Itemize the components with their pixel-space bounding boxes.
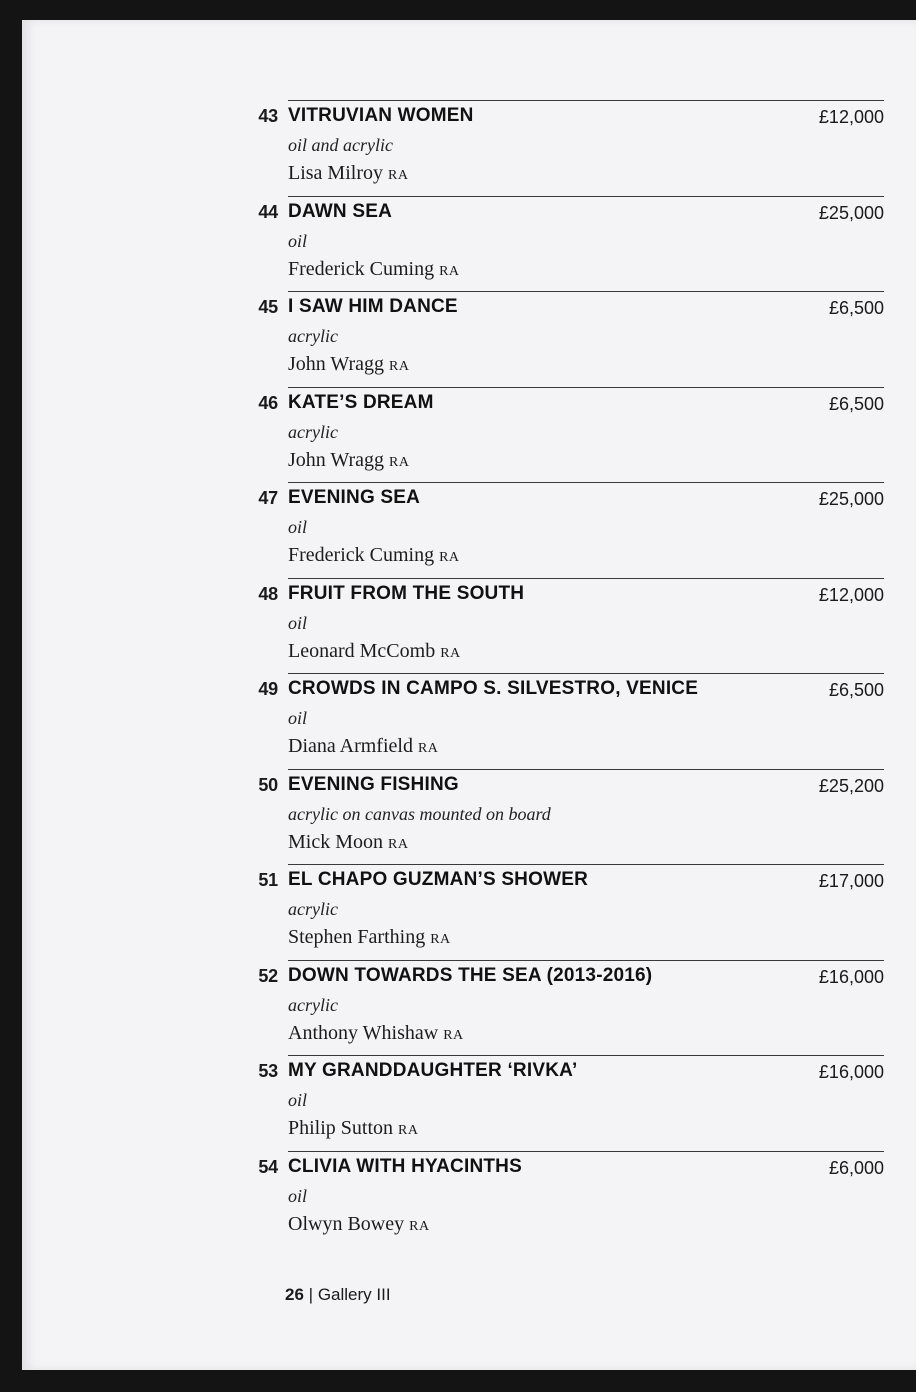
entry-number: 52 [258,965,278,986]
artist-name: Philip Sutton [288,1117,394,1139]
artist-name: Mick Moon [288,830,383,853]
entry-medium: acrylic on canvas mounted on board [288,803,551,824]
entry-medium: oil [288,1185,308,1206]
entry-number: 43 [258,106,278,126]
artist-name: Frederick Cuming [288,544,435,566]
artist-suffix: RA [443,1027,464,1043]
footer-separator: | [308,1285,314,1304]
entry-price: £12,000 [818,584,884,605]
entry-divider [288,196,884,197]
entry-number: 45 [258,297,278,317]
page-footer [285,1285,391,1305]
entry-divider [288,960,884,961]
entry-number: 54 [258,1156,278,1177]
entry-price: £12,000 [818,107,884,127]
entry-price: £16,000 [818,1062,884,1082]
entry-divider [288,673,884,674]
entry-title: EL CHAPO GUZMAN’S SHOWER [288,869,589,890]
catalogue-entry [22,673,916,768]
entry-medium: oil [288,612,308,633]
entry-title: DAWN SEA [288,200,392,222]
catalogue-entry [22,1055,916,1150]
catalogue-entry [22,100,916,195]
entry-price: £17,000 [818,871,884,891]
catalogue-entry [22,387,916,482]
artist-suffix: RA [398,1123,419,1138]
entry-medium: acrylic [288,994,338,1015]
entry-number: 44 [258,201,278,222]
artist-suffix: RA [439,263,460,279]
entry-artist [288,162,408,185]
entry-artist [288,353,410,376]
entry-title: MY GRANDDAUGHTER ‘RIVKA’ [288,1060,578,1081]
entry-artist [288,1117,418,1140]
entry-number: 49 [258,679,278,699]
artist-suffix: RA [388,168,409,183]
entry-artist [288,1213,430,1236]
page-number: 26 [285,1285,304,1304]
artist-name: Lisa Milroy [288,162,383,184]
entry-artist [288,1022,464,1045]
artist-suffix: RA [389,454,410,470]
entry-medium: acrylic [288,899,338,919]
entry-price: £6,000 [828,1157,884,1178]
entry-price: £16,000 [818,966,884,987]
entry-divider [288,864,884,865]
entry-divider [288,100,884,101]
artist-name: Diana Armfield [288,735,413,757]
catalogue-page [22,20,916,1370]
entry-title: I SAW HIM DANCE [288,296,458,317]
entry-title: KATE’S DREAM [288,391,434,413]
entry-number: 46 [258,392,278,413]
artist-name: Stephen Farthing [288,926,426,948]
artist-name: Anthony Whishaw [288,1021,439,1044]
entry-divider [288,291,884,292]
entry-price: £6,500 [828,393,884,414]
entry-artist [288,640,461,663]
catalogue-entry [22,864,916,959]
entry-price: £6,500 [828,298,884,318]
artist-suffix: RA [389,359,410,374]
artist-name: John Wragg [288,448,385,471]
entry-medium: acrylic [288,421,338,442]
entry-artist [288,926,451,949]
entry-medium: oil [288,1090,308,1110]
catalogue-entry [22,960,916,1055]
artist-name: John Wragg [288,353,385,375]
catalogue-entry [22,769,916,864]
entry-number: 53 [258,1061,278,1081]
artist-name: Frederick Cuming [288,257,435,280]
entry-divider [288,1151,884,1152]
catalogue-entry [22,196,916,291]
entry-price: £6,500 [828,680,884,700]
artist-name: Leonard McComb [288,639,436,662]
entry-medium: oil [288,230,308,251]
entry-medium: acrylic [288,326,338,346]
artist-suffix: RA [417,741,439,756]
entry-title: FRUIT FROM THE SOUTH [288,582,525,604]
entry-title: EVENING SEA [288,487,421,508]
catalogue-entry [22,291,916,386]
entry-price: £25,000 [818,202,884,223]
entry-number: 47 [258,488,278,508]
entry-divider [288,769,884,770]
entry-divider [288,387,884,388]
catalogue-entry [22,482,916,577]
entry-title: VITRUVIAN WOMEN [288,105,474,126]
entry-price: £25,200 [818,775,884,796]
artist-suffix: RA [440,645,461,661]
entry-title: EVENING FISHING [288,773,459,795]
artist-suffix: RA [430,932,451,947]
entry-artist [288,735,438,758]
section-name: Gallery III [317,1285,391,1304]
entry-medium: oil [288,708,308,728]
entry-title: DOWN TOWARDS THE SEA (2013-2016) [288,964,653,986]
artist-suffix: RA [439,550,460,565]
entry-number: 50 [258,774,278,795]
entry-medium: oil [288,517,308,537]
entry-divider [288,1055,884,1056]
entry-medium: oil and acrylic [288,135,393,155]
artist-suffix: RA [409,1218,430,1234]
entry-divider [288,482,884,483]
artist-suffix: RA [388,836,409,852]
artist-name: Olwyn Bowey [288,1212,405,1235]
entry-divider [288,578,884,579]
entry-title: CROWDS IN CAMPO S. SILVESTRO, VENICE [288,678,699,699]
catalogue-entry [22,578,916,673]
entry-number: 48 [258,583,278,604]
catalogue-entry [22,1151,916,1246]
entry-title: CLIVIA WITH HYACINTHS [288,1155,522,1177]
entry-price: £25,000 [818,489,884,509]
entry-artist [288,831,408,854]
entry-artist [288,258,460,281]
entry-artist [288,544,460,567]
entry-number: 51 [258,870,278,890]
entry-artist [288,449,410,472]
